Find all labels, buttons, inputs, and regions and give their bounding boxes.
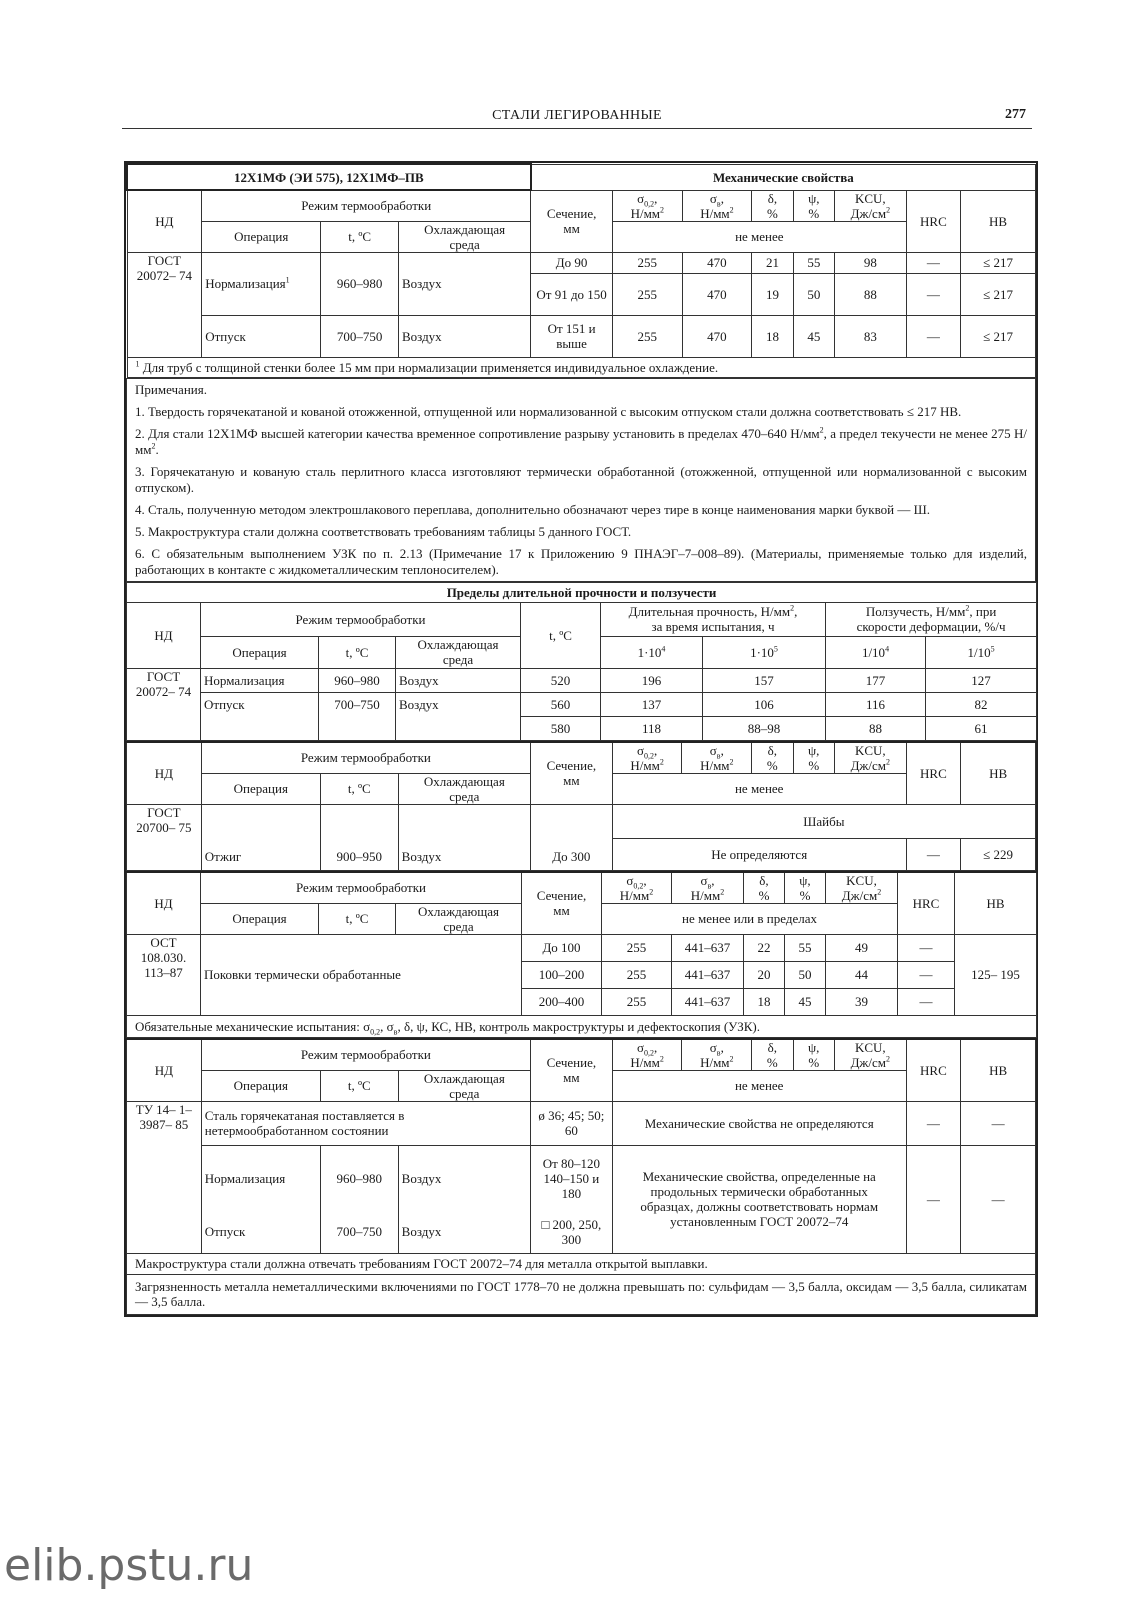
temp-cell: 700–750 [319, 692, 396, 716]
value-cell: 470 [682, 252, 752, 273]
value-cell: ≤ 229 [961, 838, 1036, 870]
value-cell: 55 [793, 252, 834, 273]
empty-cell [201, 716, 319, 740]
props-requirement: Механические свойства, определенные на продольных термически обработанных образцах, должны соответствовать нормам установленным ГОСТ 20072–74 [612, 1145, 906, 1253]
temp-cell: 700–750 [320, 1211, 398, 1253]
macrostructure-note: Макроструктура стали должна отвечать требованиям ГОСТ 20072–74 для металла открытой выплавки. [127, 1253, 1036, 1274]
cooling-cell: Воздух [396, 668, 521, 692]
col-operation: Операция [201, 1070, 320, 1101]
col-creep-1e5: $1/10^5$ [926, 636, 1037, 668]
value-cell: 255 [612, 252, 682, 273]
operation-cell: Нормализация [201, 668, 319, 692]
value-cell: 118 [601, 716, 703, 740]
col-hb: НВ [955, 872, 1037, 935]
value-cell: 45 [785, 988, 826, 1015]
value-cell: 255 [612, 315, 682, 357]
value-cell: — [906, 1101, 961, 1145]
col-hrc: HRC [906, 190, 961, 252]
col-operation: Операция [201, 903, 319, 934]
temp-cell: 900–950 [320, 804, 398, 870]
note-2: 2. Для стали 12Х1МФ высшей категории качества временное сопротивление разрыву установить в пределах 470–640 $Н/мм^2$, а предел текучести не менее 275 $Н/мм^2$. [127, 423, 1036, 461]
operation-cell: Нормализация$^1$ [202, 252, 321, 315]
value-cell: 22 [744, 934, 785, 961]
note-6: 6. С обязательным выполнением УЗК по п. 2.13 (Примечание 17 к Приложению 9 ПНАЭГ–7–008–89). (Материалы, применяемые только для изделий, работающих в контакте с жидкометаллическим теплоносителем). [127, 543, 1036, 582]
col-temp: t, ºC [320, 773, 398, 804]
section-cell: □ 200, 250, 300 [530, 1211, 612, 1253]
col-hrc: HRC [906, 742, 961, 805]
col-operation: Операция [201, 773, 320, 804]
footnote: $^1$ Для труб с толщиной стенки более 15 мм при нормализации применяется индивидуальное охлаждение. [127, 357, 1036, 377]
section-cell: 100–200 [522, 961, 602, 988]
value-cell: — [898, 934, 955, 961]
value-cell: 18 [744, 988, 785, 1015]
value-cell: 50 [785, 961, 826, 988]
tu-table [126, 1038, 1036, 1315]
value-cell: — [906, 315, 961, 357]
value-cell: 255 [602, 961, 672, 988]
col-delta: δ, % [744, 872, 785, 904]
cooling-cell: Воздух [398, 804, 530, 870]
temp-cell: 960–980 [319, 668, 396, 692]
col-nd: НД [127, 190, 202, 252]
col-s02: $\sigma_{0,2}$, $Н/мм^2$ [612, 190, 682, 221]
value-cell: 196 [601, 668, 703, 692]
col-hrc: HRC [898, 872, 955, 935]
col-cooling: Охлаждающая среда [398, 1070, 530, 1101]
mandatory-tests: Обязательные механические испытания: $\sigma_{0,2}$, $\sigma_в$, δ, ψ, КС, НВ, контроль макроструктуры и дефектоскопия (УЗК). [127, 1015, 1037, 1037]
col-psi: ψ, % [793, 190, 834, 221]
value-cell: 83 [835, 315, 907, 357]
chapter-title: СТАЛИ ЛЕГИРОВАННЫЕ [492, 108, 662, 123]
value-cell: 21 [752, 252, 793, 273]
col-1e5h: $1\cdot 10^5$ [703, 636, 826, 668]
value-cell: 470 [682, 315, 752, 357]
nd-value: ОСТ 108.030. 113–87 [127, 934, 201, 1015]
test-temp-cell: 580 [521, 716, 601, 740]
frame-bottom [126, 1315, 1036, 1317]
value-cell: 61 [926, 716, 1037, 740]
value-cell: 49 [826, 934, 898, 961]
col-mode: Режим термообработки [201, 742, 530, 774]
steel-card [124, 161, 1038, 1317]
col-sv: $\sigma_в$, $Н/мм^2$ [672, 872, 744, 904]
col-temp: t, ºC [319, 636, 396, 668]
value-cell: 88 [826, 716, 926, 740]
value-cell: 255 [612, 273, 682, 315]
temp-cell: 700–750 [321, 315, 399, 357]
col-mode: Режим термообработки [201, 1039, 530, 1071]
notes-block [126, 378, 1036, 582]
value-cell: 157 [703, 668, 826, 692]
col-s02: $\sigma_{0,2}$, $Н/мм^2$ [602, 872, 672, 904]
value-cell: — [961, 1101, 1036, 1145]
section-cell: От 80–120 140–150 и 180 [530, 1145, 612, 1211]
page-number: 277 [1005, 107, 1026, 122]
value-cell: 441–637 [672, 988, 744, 1015]
running-header [122, 106, 1032, 129]
cooling-cell: Воздух [398, 1211, 530, 1253]
col-psi: ψ, % [793, 742, 834, 774]
value-cell: 88–98 [703, 716, 826, 740]
value-cell: 470 [682, 273, 752, 315]
col-operation: Операция [202, 221, 321, 252]
cooling-cell: Воздух [399, 315, 531, 357]
value-cell: 441–637 [672, 961, 744, 988]
value-cell: 88 [835, 273, 907, 315]
value-cell: 116 [826, 692, 926, 716]
nd-value: ГОСТ 20072– 74 [127, 668, 201, 740]
value-cell: — [906, 838, 961, 870]
col-delta: δ, % [752, 190, 793, 221]
value-cell: 44 [826, 961, 898, 988]
section-title: Механические свойства [531, 164, 1036, 190]
hb-range: 125– 195 [955, 934, 1037, 1015]
operation-cell: Отжиг [201, 804, 320, 870]
hot-rolled-note: Сталь горячекатаная поставляется в нетермообработанном состоянии [201, 1101, 530, 1145]
nd-value: ГОСТ 20072– 74 [127, 252, 202, 357]
col-sv: $\sigma_в$, $Н/мм^2$ [682, 1039, 752, 1071]
washers-table [126, 741, 1036, 871]
value-cell: 255 [602, 934, 672, 961]
col-hb: НВ [961, 742, 1036, 805]
col-psi: ψ, % [785, 872, 826, 904]
temp-cell: 960–980 [320, 1145, 398, 1211]
col-delta: δ, % [752, 742, 793, 774]
section-cell: До 90 [531, 252, 613, 273]
props-not-defined: Механические свойства не определяются [612, 1101, 906, 1145]
value-cell: 39 [826, 988, 898, 1015]
nomin-label: не менее [612, 1070, 906, 1101]
value-cell: — [906, 1145, 961, 1253]
value-cell: 18 [752, 315, 793, 357]
empty-cell [319, 716, 396, 740]
value-cell: 82 [926, 692, 1037, 716]
mechanical-properties-table [126, 163, 1036, 378]
section-cell: От 91 до 150 [531, 273, 613, 315]
col-hb: НВ [961, 1039, 1036, 1102]
value-cell: — [898, 988, 955, 1015]
col-kcu: KCU, $Дж/см^2$ [835, 190, 907, 221]
col-cooling: Охлаждающая среда [398, 773, 530, 804]
cooling-cell: Воздух [398, 1145, 530, 1211]
value-cell: 98 [835, 252, 907, 273]
value-cell: 106 [703, 692, 826, 716]
operation-cell: Отпуск [201, 1211, 320, 1253]
nomin-label: не менее [612, 221, 906, 252]
note-1: 1. Твердость горячекатаной и кованой отожженной, отпущенной или нормализованной с высоким отпуском стали должна соответствовать ≤ 217 НВ. [127, 401, 1036, 423]
watermark: elib.pstu.ru [4, 1540, 254, 1591]
value-cell: — [906, 252, 961, 273]
empty-cell [396, 716, 521, 740]
col-long-strength: Длительная прочность, $Н/мм^2$, за время испытания, ч [601, 602, 826, 636]
col-1e4h: $1\cdot 10^4$ [601, 636, 703, 668]
notes-title: Примечания. [127, 378, 1036, 401]
section-cell: От 151 и выше [531, 315, 613, 357]
temp-cell: 960–980 [321, 252, 399, 315]
col-delta: δ, % [752, 1039, 793, 1071]
col-mode: Режим термообработки [201, 602, 521, 636]
operation-cell: Отпуск [202, 315, 321, 357]
col-creep: Ползучесть, $Н/мм^2$, при скорости деформации, %/ч [826, 602, 1037, 636]
section-cell: ø 36; 45; 50; 60 [530, 1101, 612, 1145]
col-cooling: Охлаждающая среда [399, 221, 531, 252]
operation-cell: Нормализация [201, 1145, 320, 1211]
col-nd: НД [127, 1039, 202, 1102]
props-not-defined: Не определяются [612, 838, 906, 870]
col-cooling: Охлаждающая среда [396, 903, 522, 934]
value-cell: — [961, 1145, 1036, 1253]
forgings-table [126, 871, 1037, 1038]
col-nd: НД [127, 872, 201, 935]
value-cell: ≤ 217 [961, 315, 1036, 357]
creep-table [126, 582, 1037, 741]
nomin-label: не менее [612, 773, 906, 804]
value-cell: — [906, 273, 961, 315]
section-cell: 200–400 [522, 988, 602, 1015]
operation-cell: Отпуск [201, 692, 319, 716]
col-s02: $\sigma_{0,2}$, $Н/мм^2$ [612, 1039, 682, 1071]
col-section: Сечение, мм [530, 742, 612, 805]
col-test-temp: t, ºC [521, 602, 601, 668]
col-nd: НД [127, 602, 201, 668]
cooling-cell: Воздух [399, 252, 531, 315]
value-cell: 45 [793, 315, 834, 357]
value-cell: 441–637 [672, 934, 744, 961]
value-cell: 19 [752, 273, 793, 315]
col-kcu: KCU, $Дж/см^2$ [834, 1039, 906, 1071]
col-s02: $\sigma_{0,2}$, $Н/мм^2$ [612, 742, 682, 774]
note-4: 4. Сталь, полученную методом электрошлакового переплава, дополнительно обозначают через тире в конце наименования марки буквой — Ш. [127, 499, 1036, 521]
col-creep-1e4: $1/10^4$ [826, 636, 926, 668]
col-mode: Режим термообработки [201, 872, 522, 904]
section-cell: До 100 [522, 934, 602, 961]
col-sv: $\sigma_в$, $Н/мм^2$ [682, 190, 752, 221]
col-kcu: KCU, $Дж/см^2$ [826, 872, 898, 904]
product-label: Поковки термически обработанные [201, 934, 522, 1015]
col-temp: t, ºC [319, 903, 396, 934]
section-cell: До 300 [530, 804, 612, 870]
value-cell: ≤ 217 [961, 252, 1036, 273]
cooling-cell: Воздух [396, 692, 521, 716]
col-section: Сечение, мм [522, 872, 602, 935]
value-cell: 50 [793, 273, 834, 315]
product-label: Шайбы [612, 804, 1035, 838]
col-section: Сечение, мм [531, 190, 613, 252]
col-hrc: HRC [906, 1039, 961, 1102]
value-cell: 127 [926, 668, 1037, 692]
nd-value: ТУ 14– 1–3987– 85 [127, 1101, 202, 1253]
value-cell: — [898, 961, 955, 988]
value-cell: 177 [826, 668, 926, 692]
inclusions-note: Загрязненность металла неметаллическими включениями по ГОСТ 1778–70 не должна превышать по: сульфидам — 3,5 балла, оксидам — 3,5 балла, силикатам — 3,5 балла. [127, 1274, 1036, 1314]
value-cell: 137 [601, 692, 703, 716]
col-mode: Режим термообработки [202, 190, 531, 221]
value-cell: 255 [602, 988, 672, 1015]
value-cell: ≤ 217 [961, 273, 1036, 315]
col-sv: $\sigma_в$, $Н/мм^2$ [682, 742, 752, 774]
note-5: 5. Макроструктура стали должна соответствовать требованиям таблицы 5 данного ГОСТ. [127, 521, 1036, 543]
col-psi: ψ, % [793, 1039, 834, 1071]
col-cooling: Охлаждающая среда [396, 636, 521, 668]
note-3: 3. Горячекатаную и кованую сталь перлитного класса изготовляют термически обработанной (отожженной, отпущенной или нормализованной с высоким отпуском). [127, 461, 1036, 499]
test-temp-cell: 520 [521, 668, 601, 692]
col-hb: НВ [961, 190, 1036, 252]
test-temp-cell: 560 [521, 692, 601, 716]
creep-section-title: Пределы длительной прочности и ползучести [127, 582, 1037, 602]
col-nd: НД [127, 742, 202, 805]
grade-name: 12Х1МФ (ЭИ 575), 12Х1МФ–ПВ [127, 164, 531, 190]
value-cell: 55 [785, 934, 826, 961]
col-temp: t, ºC [320, 1070, 398, 1101]
col-kcu: KCU, $Дж/см^2$ [834, 742, 906, 774]
col-temp: t, ºC [321, 221, 399, 252]
col-operation: Операция [201, 636, 319, 668]
col-section: Сечение, мм [530, 1039, 612, 1102]
nomin-label: не менее или в пределах [602, 903, 898, 934]
value-cell: 20 [744, 961, 785, 988]
nd-value: ГОСТ 20700– 75 [127, 804, 202, 870]
